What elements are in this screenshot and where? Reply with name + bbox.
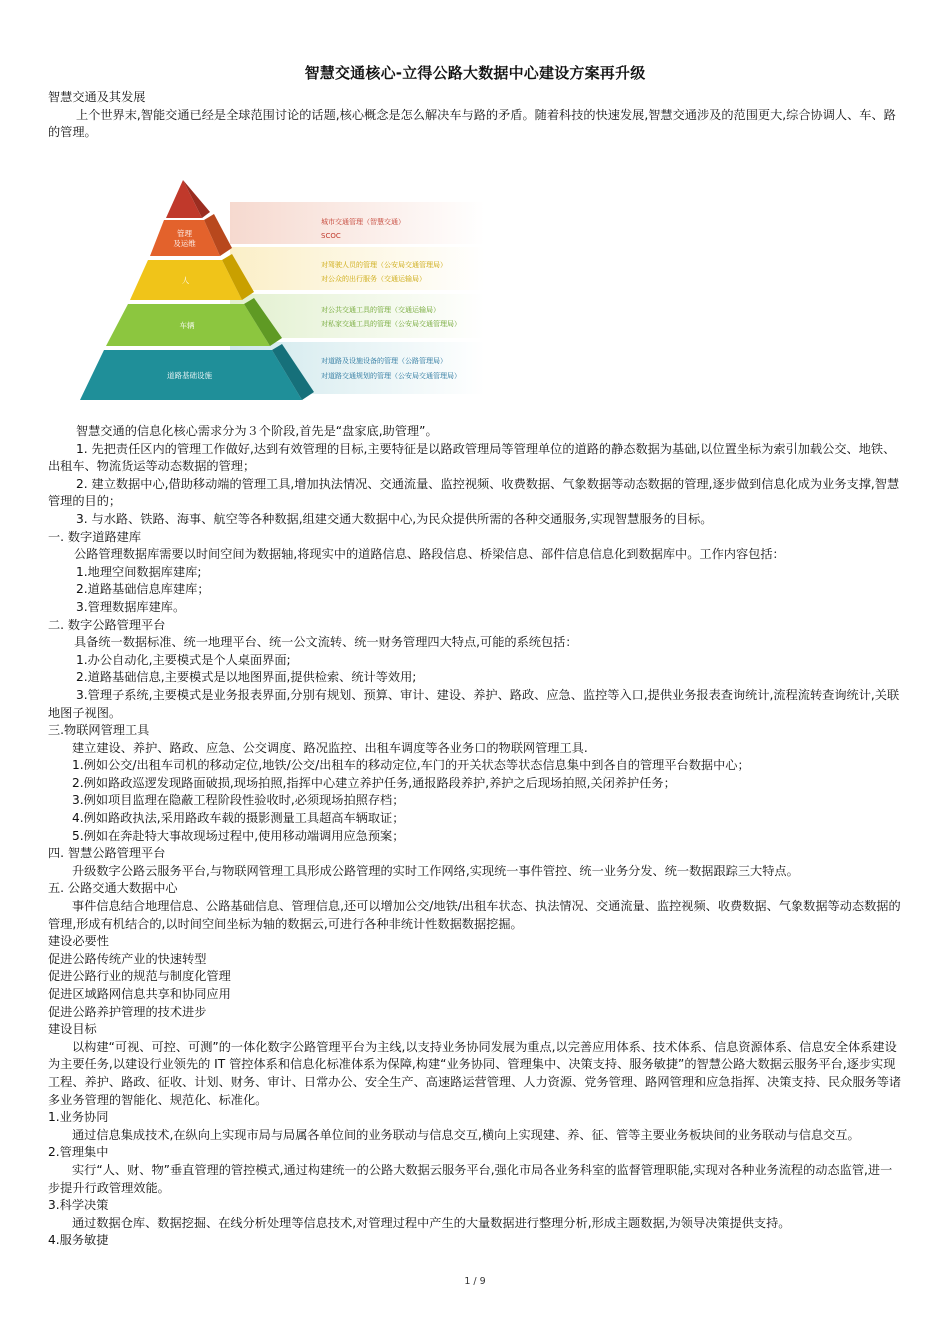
body-paragraph: 2.道路基础信息库建库；	[76, 582, 210, 597]
pyramid-note-text: 对公众的出行服务（交通运输局）	[321, 275, 426, 283]
body-paragraph: 1.例如公交/出租车司机的移动定位,地铁/公交/出租车的移动定位,车门的开关状态等状态信息集中到各自的管理平台数据中心；	[72, 758, 750, 773]
pyramid-note-text: 对道路及设施设备的管理（公路管理局）	[321, 357, 447, 365]
page-number: 1 / 9	[464, 1276, 486, 1287]
pyramid-layer-label: 车辆	[179, 321, 195, 330]
body-paragraph: 四. 智慧公路管理平台	[48, 846, 166, 861]
body-paragraph: 2. 建立数据中心,借助移动端的管理工具,增加执法情况、交通流量、监控视频、收费数据、气象数据等动态数据的管理,逐步做到信息化成为业务支撑,智慧管理的目的；	[48, 476, 900, 509]
body-paragraph: 一. 数字道路建库	[48, 529, 142, 544]
body-paragraph: 2.例如路政巡逻发现路面破损,现场拍照,指挥中心建立养护任务,通报路段养护,养护之后现场拍照,关闭养护任务；	[72, 775, 676, 790]
body-paragraph: 3. 与水路、铁路、海事、航空等各种数据,组建交通大数据中心,为民众提供所需的各种交通服务,实现智慧服务的目标。	[76, 511, 713, 526]
pyramid-layer-label: 人	[181, 276, 190, 285]
pyramid-note-text: SCOC	[321, 232, 341, 240]
body-paragraph: 事件信息结合地理信息、公路基础信息、管理信息,还可以增加公交/地铁/出租车状态、执法情况、交通流量、监控视频、收费数据、气象数据等动态数据的管理,形成有机结合的,以时间空间坐标为轴的数据云,可进行各种非统计性数据数据挖掘。	[48, 899, 901, 931]
document-body	[48, 423, 904, 1250]
body-paragraph: 三.物联网管理工具	[48, 723, 150, 738]
pyramid-note-text: 对驾驶人员的管理（公安局交通管理局）	[321, 261, 447, 269]
body-paragraph: 促进公路养护管理的技术进步	[48, 1004, 207, 1019]
body-paragraph: 促进区域路网信息共享和协同应用	[48, 987, 231, 1001]
pyramid-layer-label: 及运维	[173, 239, 196, 248]
body-paragraph: 建设必要性	[48, 934, 109, 949]
body-paragraph: 促进公路传统产业的快速转型	[48, 951, 207, 966]
body-paragraph: 5.例如在奔赴特大事故现场过程中,使用移动端调用应急预案；	[72, 828, 405, 843]
body-paragraph: 建设目标	[48, 1022, 97, 1037]
body-paragraph: 3.管理数据库建库。	[76, 599, 186, 614]
body-paragraph: 1. 先把责任区内的管理工作做好,达到有效管理的目标,主要特征是以路政管理局等管理单位的道路的静态数据为基础,以位置坐标为索引加载公交、地铁、出租车、物流货运等动态数据的管理；	[48, 441, 896, 474]
smart-traffic-pyramid-figure	[80, 172, 490, 407]
body-paragraph: 实行“人、财、物”垂直管理的管控模式,通过构建统一的公路大数据云服务平台,强化市局各业务科室的监督管理职能,实现对各种业务流程的动态监管,进一步提升行政管理效能。	[48, 1162, 893, 1195]
body-paragraph: 2.管理集中	[48, 1145, 109, 1160]
body-paragraph: 建立建设、养护、路政、应急、公交调度、路况监控、出租车调度等各业务口的物联网管理工具.	[72, 740, 588, 755]
pyramid-layer-label: 道路基础设施	[167, 371, 212, 380]
intro-section	[48, 89, 904, 142]
body-paragraph: 具备统一数据标准、统一地理平台、统一公文流转、统一财务管理四大特点,可能的系统包括：	[74, 635, 578, 650]
pyramid-note-text: 城市交通管理（智慧交通）	[321, 218, 405, 226]
pyramid-note-text: 对公共交通工具的管理（交通运输局）	[321, 306, 440, 314]
body-paragraph: 1.地理空间数据库建库;	[76, 564, 202, 579]
document-title: 智慧交通核心-立得公路大数据中心建设方案再升级	[304, 64, 646, 82]
intro-paragraph: 上个世界末,智能交通已经是全球范围讨论的话题,核心概念是怎么解决车与路的矛盾。随着科技的快速发展,智慧交通涉及的范围更大,综合协调人、车、路的管理。	[48, 107, 896, 140]
body-paragraph: 3.管理子系统,主要模式是业务报表界面,分别有规划、预算、审计、建设、养护、路政、应急、监控等入口,提供业务报表查询统计,流程流转查询统计,关联地图子视图。	[48, 687, 900, 720]
pyramid-note-text: 对私家交通工具的管理（公安局交通管理局）	[321, 320, 461, 328]
body-paragraph: 二. 数字公路管理平台	[48, 617, 166, 632]
intro-heading: 智慧交通及其发展	[48, 90, 146, 104]
body-paragraph: 通过数据仓库、数据挖掘、在线分析处理等信息技术,对管理过程中产生的大量数据进行整理分析,形成主题数据,为领导决策提供支持。	[72, 1215, 791, 1230]
body-paragraph: 1.业务协同	[48, 1110, 109, 1125]
body-paragraph: 1.办公自动化,主要模式是个人桌面界面;	[76, 652, 291, 667]
body-paragraph: 智慧交通的信息化核心需求分为３个阶段,首先是“盘家底,助管理”。	[76, 424, 438, 438]
body-paragraph: 公路管理数据库需要以时间空间为数据轴,将现实中的道路信息、路段信息、桥梁信息、部件信息信息化到数据库中。工作内容包括：	[74, 547, 785, 562]
body-paragraph: 4.服务敏捷	[48, 1233, 109, 1248]
pyramid-layer-label: 管理	[177, 229, 192, 238]
body-paragraph: 升级数字公路云服务平台,与物联网管理工具形成公路管理的实时工作网络,实现统一事件管控、统一业务分发、统一数据跟踪三大特点。	[72, 863, 799, 878]
body-paragraph: 以构建“可视、可控、可测”的一体化数字公路管理平台为主线,以支持业务协同发展为重点,以完善应用体系、技术体系、信息资源体系、信息安全体系建设为主要任务,以建设行业领先的 IT 管控体系和信息化标准体系为保障,构建“业务协同、管理集中、决策支持、服务敏捷”的智慧公路大数据云服务平台,逐步实现工程、养护、路政、征收、计划、财务、审计、日常办公、安全生产、高速路运营管理、人力资源、党务管理、路网管理和应急指挥、决策支持、民众服务等诸多业务管理的智能化、规范化、标准化。	[48, 1039, 902, 1107]
body-paragraph: 3.科学决策	[48, 1198, 109, 1213]
body-paragraph: 2.道路基础信息,主要模式是以地图界面,提供检索、统计等效用;	[76, 670, 417, 685]
body-paragraph: 4.例如路政执法,采用路政车载的摄影测量工具超高车辆取证；	[72, 811, 405, 826]
body-paragraph: 3.例如项目监理在隐蔽工程阶段性验收时,必须现场拍照存档；	[72, 793, 405, 808]
body-paragraph: 促进公路行业的规范与制度化管理	[48, 969, 231, 984]
body-paragraph: 五. 公路交通大数据中心	[48, 881, 178, 896]
pyramid-note-text: 对道路交通规划的管理（公安局交通管理局）	[321, 372, 461, 380]
body-paragraph: 通过信息集成技术,在纵向上实现市局与局属各单位间的业务联动与信息交互,横向上实现建、养、征、管等主要业务板块间的业务联动与信息交互。	[72, 1127, 860, 1142]
